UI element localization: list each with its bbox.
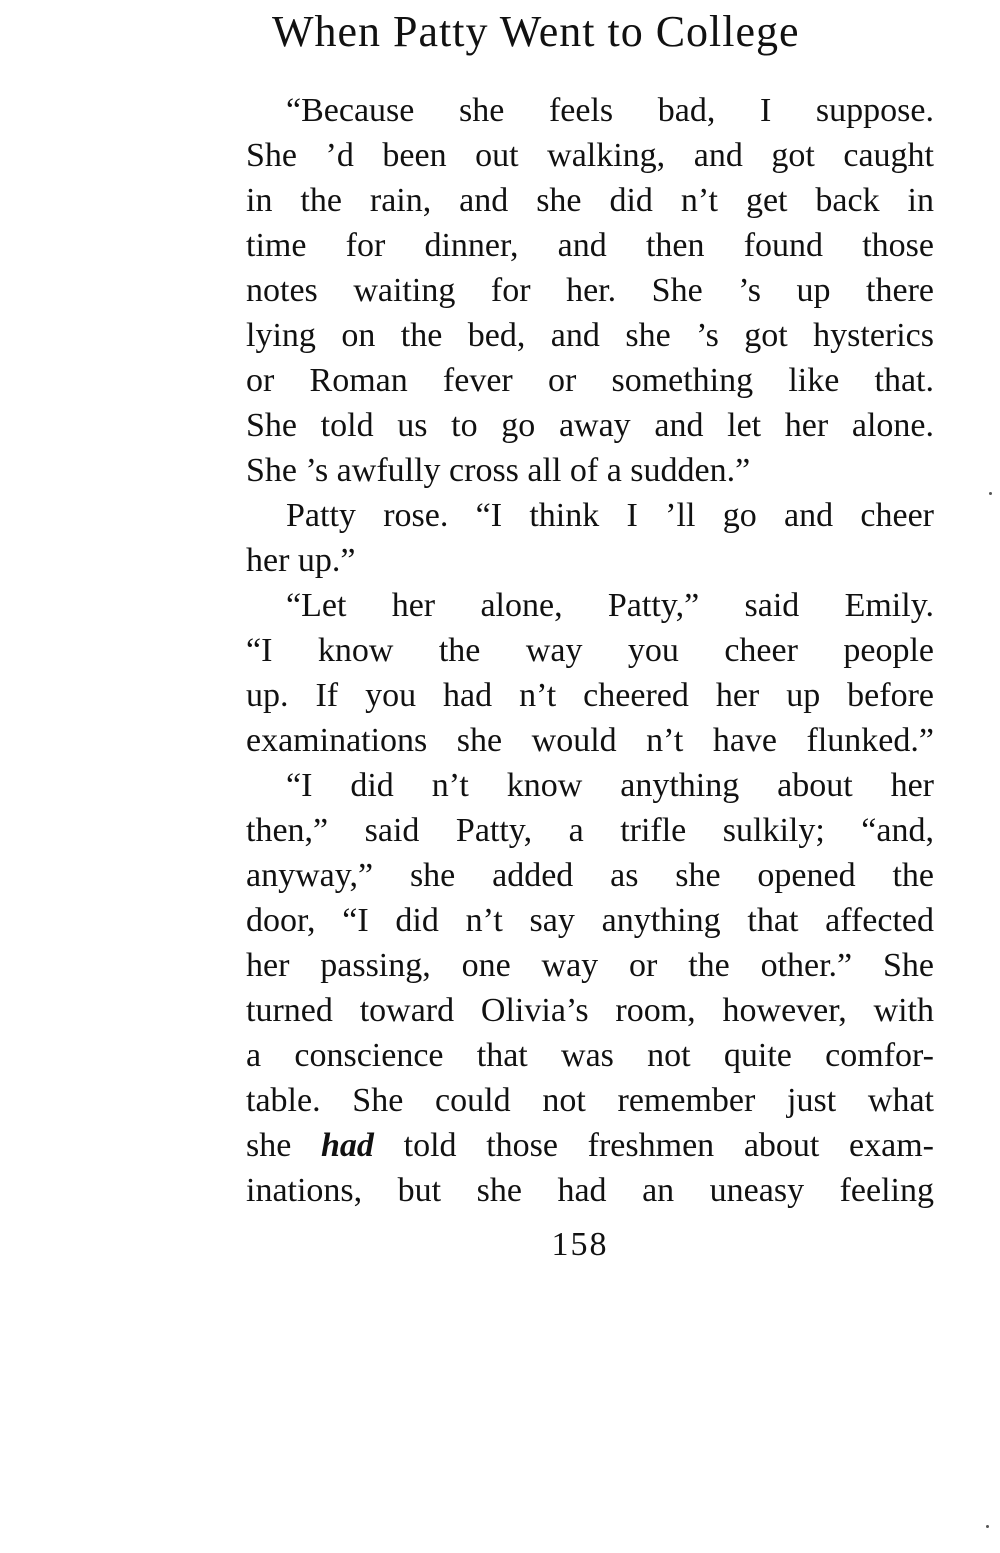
text-line: inations, but she had an uneasy feeling: [246, 1172, 934, 1209]
scan-speck: [989, 492, 992, 495]
text-fragment: told those freshmen about exam-: [403, 1127, 935, 1164]
page-title: When Patty Went to College: [272, 7, 800, 56]
text-line: “Because she feels bad, I suppose.: [286, 92, 934, 129]
text-line: examinations she would n’t have flunked.”: [246, 722, 934, 759]
text-line: her passing, one way or the other.” She: [246, 947, 934, 984]
text-fragment: she: [246, 1127, 292, 1164]
page-number: 158: [551, 1226, 609, 1263]
text-line: turned toward Olivia’s room, however, with: [246, 992, 934, 1029]
text-line: “I did n’t know anything about her: [286, 767, 934, 804]
text-line: “Let her alone, Patty,” said Emily.: [286, 587, 934, 624]
text-line: then,” said Patty, a trifle sulkily; “and,: [246, 812, 934, 849]
text-line: She ’d been out walking, and got caught: [246, 137, 934, 174]
text-line: She ’s awfully cross all of a sudden.”: [246, 452, 751, 489]
text-line: a conscience that was not quite comfor-: [246, 1037, 934, 1074]
text-line: Patty rose. “I think I ’ll go and cheer: [286, 497, 934, 534]
text-line: anyway,” she added as she opened the: [246, 857, 934, 894]
text-line: table. She could not remember just what: [246, 1082, 934, 1119]
text-line: notes waiting for her. She ’s up there: [246, 272, 934, 309]
text-line: door, “I did n’t say anything that affected: [246, 902, 934, 939]
text-line: time for dinner, and then found those: [246, 227, 934, 264]
text-line: She told us to go away and let her alone.: [246, 407, 934, 444]
text-line: or Roman fever or something like that.: [246, 362, 934, 399]
body-text: [246, 88, 934, 1213]
text-line-with-emphasis: [246, 1123, 934, 1168]
emphasized-word: had: [321, 1127, 374, 1164]
text-line: “I know the way you cheer people: [246, 632, 934, 669]
text-line: her up.”: [246, 542, 356, 579]
scan-speck: [986, 1525, 989, 1528]
text-line: in the rain, and she did n’t get back in: [246, 182, 934, 219]
text-line: lying on the bed, and she ’s got hysterics: [246, 317, 934, 354]
text-line: up. If you had n’t cheered her up before: [246, 677, 934, 714]
